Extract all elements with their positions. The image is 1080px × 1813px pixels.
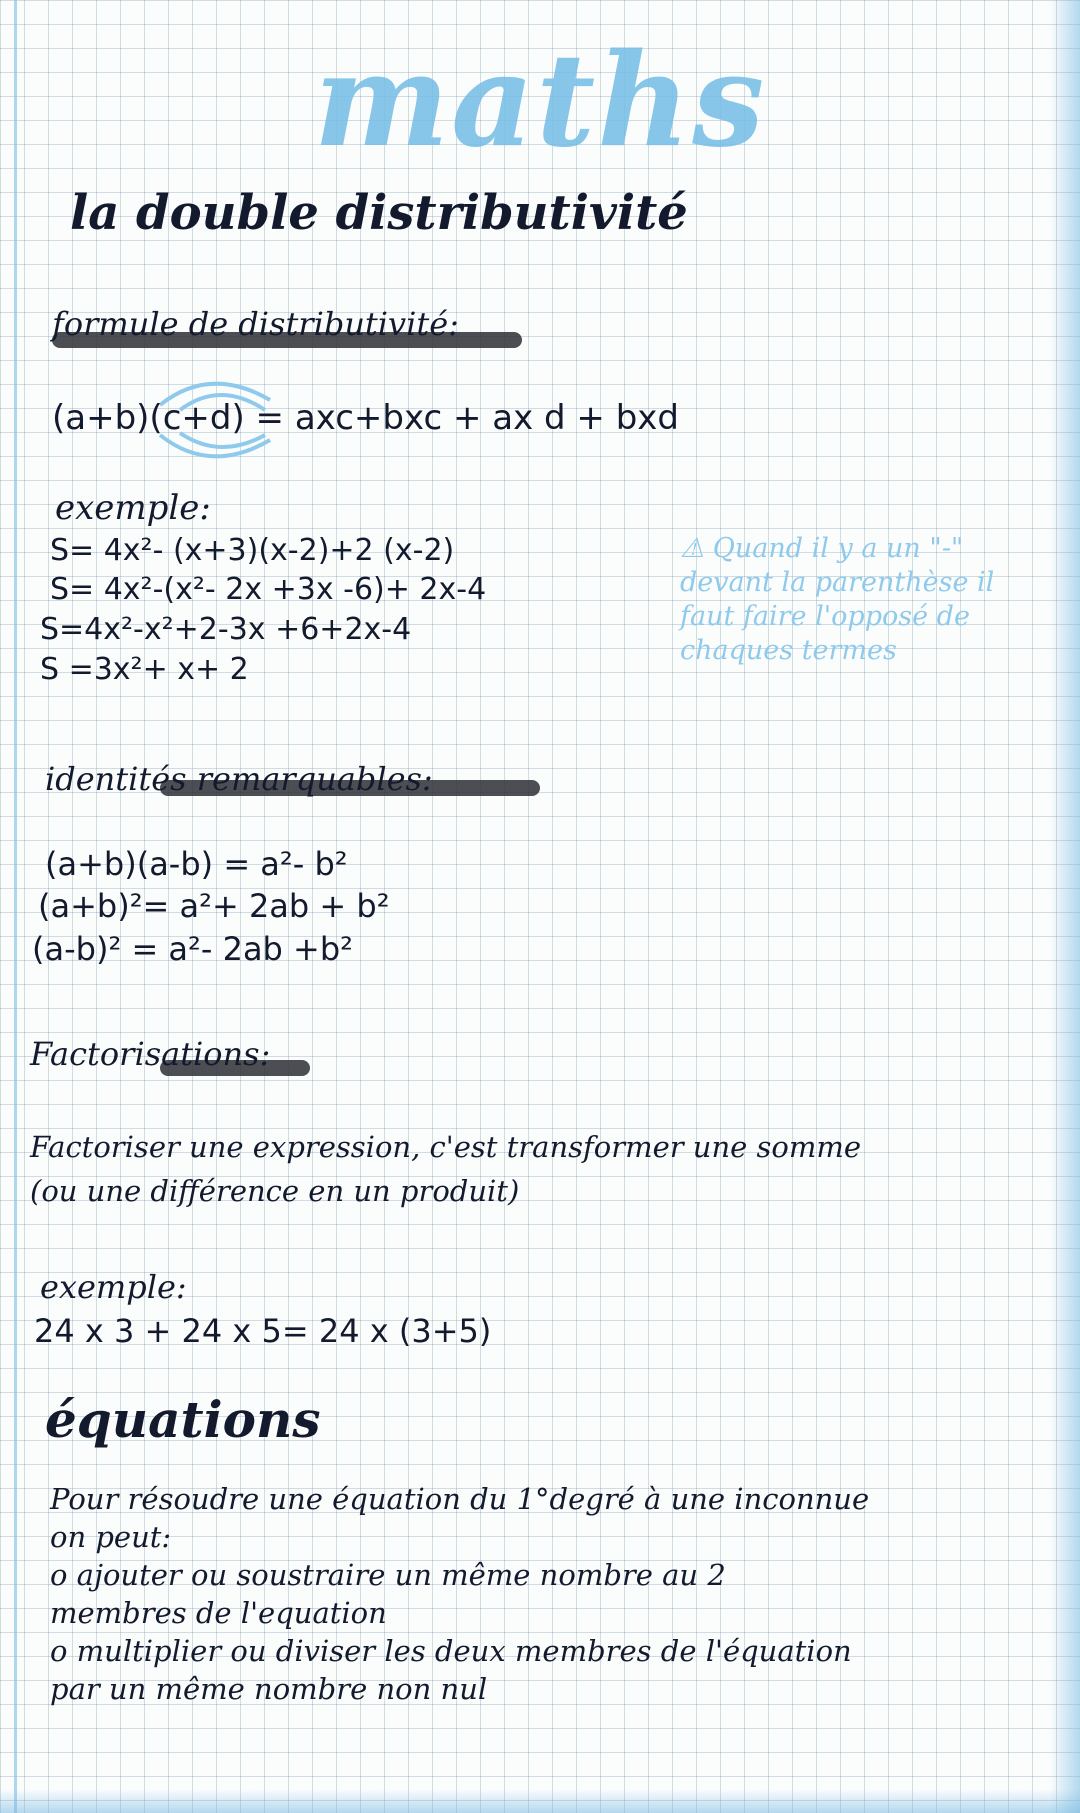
margin-line [14,0,17,1813]
page-edge-right [1050,0,1080,1813]
example-label: exemple: [55,488,211,528]
equations-line-5: o multiplier ou diviser les deux membres de l'équation [50,1634,852,1668]
example-line-4: S =3x²+ x+ 2 [40,652,249,687]
factorisation-example: 24 x 3 + 24 x 5= 24 x (3+5) [34,1312,492,1350]
page-edge-bottom [0,1789,1080,1813]
equations-line-3: o ajouter ou soustraire un même nombre au 2 [50,1558,726,1592]
warning-note-line-2: devant la parenthèse il [680,567,995,598]
equations-line-1: Pour résoudre une équation du 1°degré à une inconnue [50,1482,870,1516]
section-heading-identities: identités remarquables: [45,760,433,798]
identity-line-1: (a+b)(a-b) = a²- b² [45,845,348,883]
warning-note-line-1: ⚠ Quand il y a un "-" [680,533,964,564]
distributivity-formula: (a+b)(c+d) = axc+bxc + ax d + bxd [52,398,680,438]
warning-note [680,532,1040,668]
factorisation-example-label: exemple: [40,1268,187,1306]
formula-label: formule de distributivité: [52,305,459,343]
definition-line-1: Factoriser une expression, c'est transformer une somme [30,1130,862,1164]
example-line-2: S= 4x²-(x²- 2x +3x -6)+ 2x-4 [50,572,487,607]
identity-line-3: (a-b)² = a²- 2ab +b² [32,930,353,968]
section-heading-factorisations: Factorisations: [30,1035,271,1073]
equations-text [50,1480,869,1708]
factorisation-definition [30,1125,861,1213]
equations-line-6: par un même nombre non nul [50,1672,488,1706]
example-line-3: S=4x²-x²+2-3x +6+2x-4 [40,612,412,647]
definition-line-2: (ou une différence en un produit) [30,1174,520,1208]
warning-note-line-4: chaques termes [680,635,897,666]
page-title: maths [313,26,767,176]
example-line-1: S= 4x²- (x+3)(x-2)+2 (x-2) [50,533,455,568]
warning-note-line-3: faut faire l'opposé de [680,601,970,632]
section-heading-distributivity: la double distributivité [70,185,688,241]
equations-line-4: membres de l'equation [50,1596,387,1630]
equations-line-2: on peut: [50,1520,172,1554]
section-heading-equations: équations [45,1390,321,1449]
identity-line-2: (a+b)²= a²+ 2ab + b² [38,887,390,925]
